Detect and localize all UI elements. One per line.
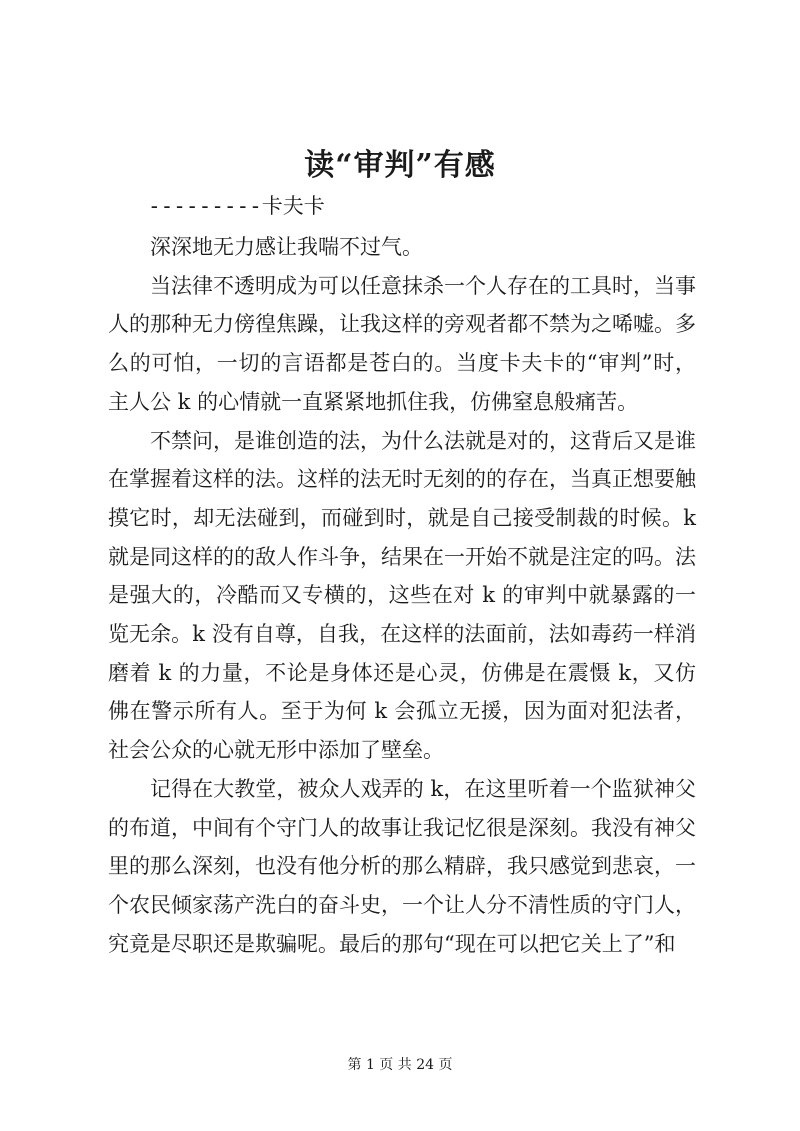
document-body	[108, 228, 696, 963]
paragraph: 深深地无力感让我喘不过气。	[150, 235, 423, 259]
paragraph: 记得在大教堂，被众人戏弄的 k，在这里听着一个监狱神父的布道，中间有个守门人的故事让我记忆很是深刻。我没有神父里的那么深刻，也没有他分析的那么精辟，我只感觉到悲哀，一个农民倾家荡产洗白的奋斗史，一个让人分不清性质的守门人，究竟是尽职还是欺骗呢。最后的那句“现在可以把它关上了”和	[108, 776, 696, 956]
paragraph: 当法律不透明成为可以任意抹杀一个人存在的工具时，当事人的那种无力傍徨焦躁，让我这样的旁观者都不禁为之唏嘘。多么的可怕，一切的言语都是苍白的。当度卡夫卡的“审判”时，主人公 k 的心情就一直紧紧地抓住我，仿佛窒息般痛苦。	[108, 273, 696, 414]
page-number-footer: 第 1 页 共 24 页	[347, 1057, 453, 1073]
paragraph: 不禁问，是谁创造的法，为什么法就是对的，这背后又是谁在掌握着这样的法。这样的法无时无刻的的存在，当真正想要触摸它时，却无法碰到，而碰到时，就是自己接受制裁的时候。k 就是同这样的的敌人作斗争，结果在一开始不就是注定的吗。法是强大的，冷酷而又专横的，这些在对 k 的审判中就暴露的一览无余。k 没有自尊，自我，在这样的法面前，法如毒药一样消磨着 k 的力量，不论是身体还是心灵，仿佛是在震慑 k，又仿佛在警示所有人。至于为何 k 会孤立无援，因为面对犯法者，社会公众的心就无形中添加了壁垒。	[108, 428, 696, 763]
document-author: ---------卡夫卡	[148, 194, 325, 218]
document-title: 读“审判”有感	[304, 148, 496, 183]
